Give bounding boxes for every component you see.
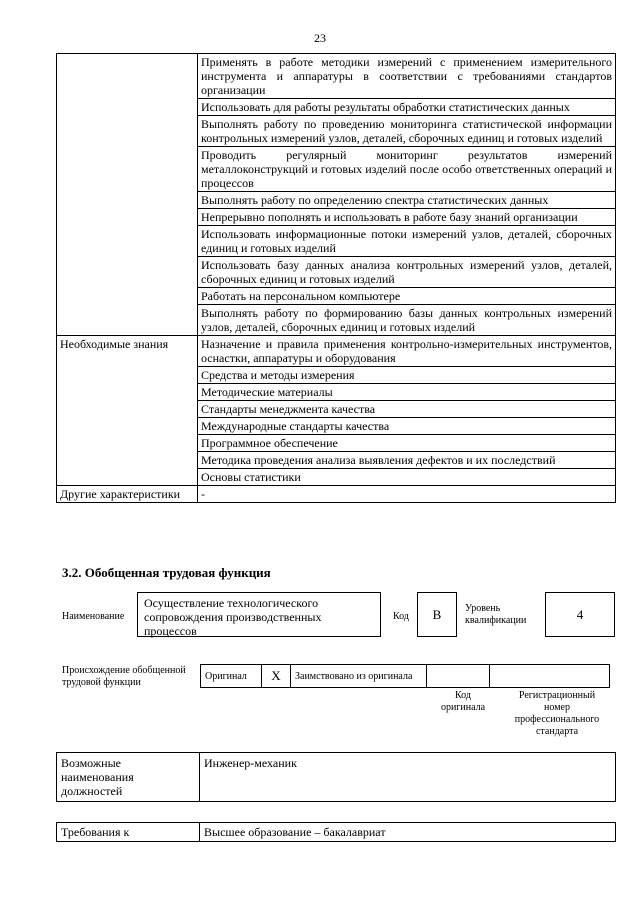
origin-borrowed: Заимствовано из оригинала [291,665,427,688]
origin-table [200,664,610,688]
table-row [57,486,616,503]
row-value: Основы статистики [198,469,616,486]
row-value: Международные стандарты качества [198,418,616,435]
origin-original: Оригинал [201,665,262,688]
row-value: Использовать для работы результаты обработки статистических данных [198,99,616,116]
section-title: 3.2. Обобщенная трудовая функция [62,565,271,580]
skills-knowledge-table [56,53,616,503]
job-titles-value: Инженер-механик [200,753,616,802]
row-label: Необходимые знания [57,336,198,486]
row-value: Программное обеспечение [198,435,616,452]
origin-reg-cell [490,665,610,688]
row-label [57,54,198,336]
row-value: Методика проведения анализа выявления дефектов и их последствий [198,452,616,469]
row-value: Проводить регулярный мониторинг результатов измерений металлоконструкций и готовых изделий после особо ответственных операций и процессов [198,147,616,192]
requirements-label: Требования к [57,823,200,842]
row-value: Применять в работе методики измерений с применением измерительного инструмента и аппаратуры в соответствии с требованиями стандартов организации [198,54,616,99]
row-value: Использовать базу данных анализа контрольных измерений узлов, деталей, сборочных единиц и готовых изделий [198,257,616,288]
row-value: Средства и методы измерения [198,367,616,384]
gf-code-label: Код [393,611,409,622]
row-value: Выполнять работу по формированию базы данных контрольных измерений узлов, деталей, сборочных единиц и готовых изделий [198,305,616,336]
row-value: Стандарты менеджмента качества [198,401,616,418]
requirements-table [56,822,616,842]
origin-mark: X [262,665,291,688]
table-row [57,54,616,99]
origin-code-cell [427,665,490,688]
origin-label: Происхождение обобщенной трудовой функции [62,665,186,688]
page-number: 23 [314,31,326,45]
row-value: Использовать информационные потоки измерений узлов, деталей, сборочных единиц и готовых изделий [198,226,616,257]
row-value: Методические материалы [198,384,616,401]
row-value: Непрерывно пополнять и использовать в работе базу знаний организации [198,209,616,226]
job-titles-table [56,752,616,802]
row-value: Выполнять работу по проведению мониторинга статистической информации контрольных измерений узлов, деталей, сборочных единиц и готовых изделий [198,116,616,147]
gf-level-label: Уровень квалификации [465,603,527,626]
row-value: Выполнять работу по определению спектра статистических данных [198,192,616,209]
requirements-value: Высшее образование – бакалавриат [200,823,616,842]
gf-level-value: 4 [545,592,615,637]
job-titles-label: Возможные наименования должностей [57,753,200,802]
row-value: Назначение и правила применения контрольно-измерительных инструментов, оснастки, аппаратуры и оборудования [198,336,616,367]
row-label: Другие характеристики [57,486,198,503]
origin-reg-caption: Регистрационный номер профессионального стандарта [514,690,600,737]
gf-name-value: Осуществление технологического сопровождения производственных процессов [137,592,381,637]
row-value: - [198,486,616,503]
row-value: Работать на персональном компьютере [198,288,616,305]
table-row [57,336,616,367]
gf-name-label: Наименование [62,611,125,622]
gf-code-value: B [417,592,457,637]
origin-code-caption: Код оригинала [440,690,486,713]
